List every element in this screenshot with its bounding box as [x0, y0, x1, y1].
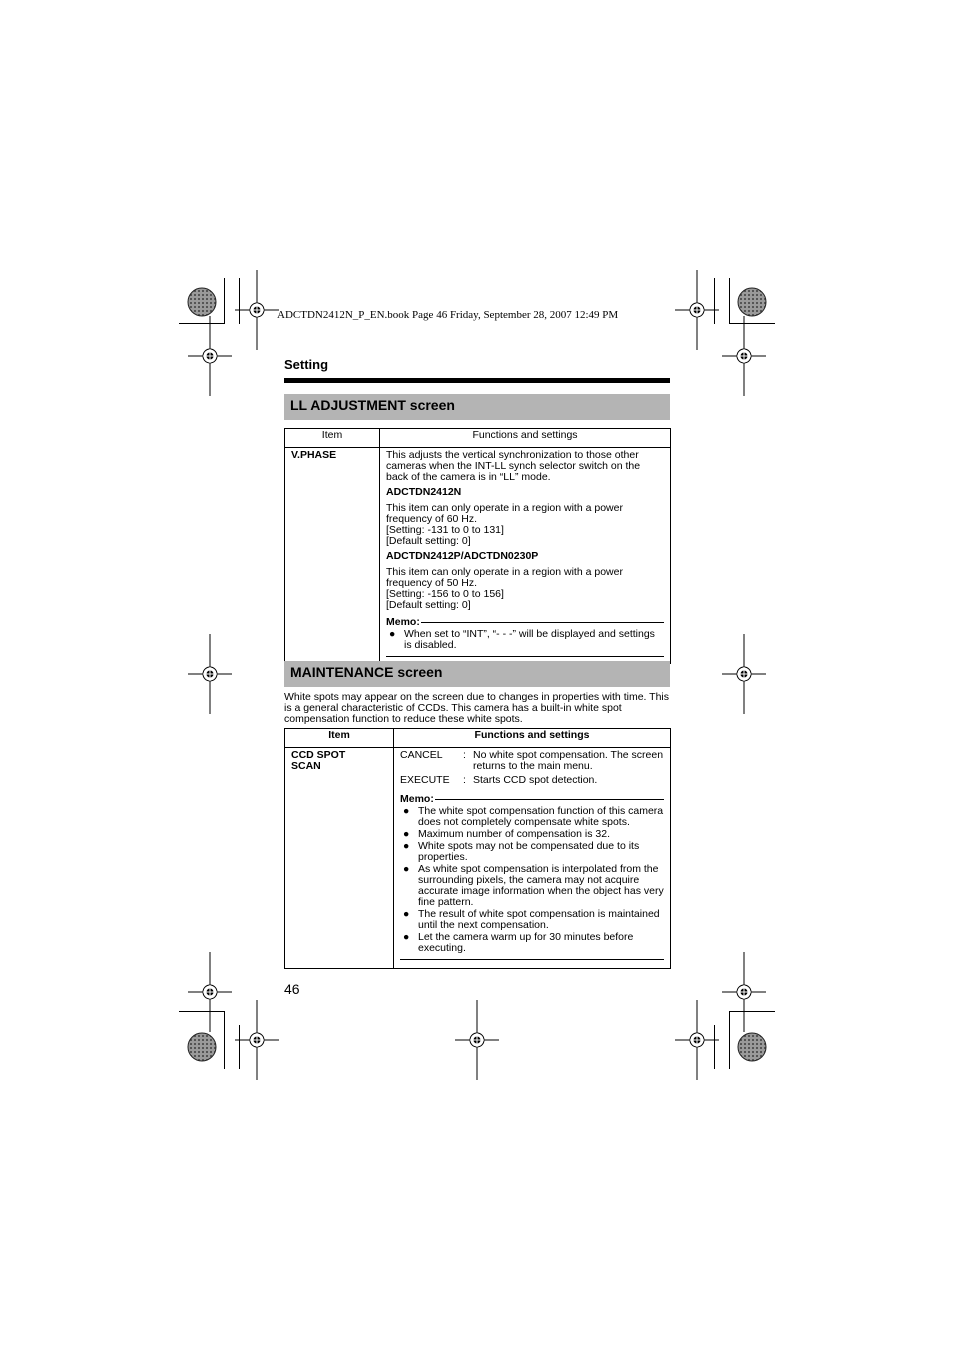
list-item [400, 932, 664, 954]
bullet-icon: ● [403, 828, 410, 840]
registration-mark-icon [722, 952, 766, 1032]
description: This item can only operate in a region with a power frequency of 60 Hz. [386, 502, 623, 525]
functions-cell [380, 448, 671, 664]
option-row [400, 775, 664, 786]
registration-mark-icon [235, 270, 279, 350]
option-separator: : [463, 774, 466, 786]
registration-mark-icon [722, 634, 766, 714]
bullet-icon: ● [403, 863, 410, 875]
registration-mark-icon [235, 1000, 279, 1080]
table-header-row [285, 429, 671, 448]
header-rule [284, 378, 670, 383]
model-heading: ADCTDN2412P/ADCTDN0230P [386, 550, 539, 562]
bullet-icon: ● [403, 931, 410, 943]
memo-text: The white spot compensation function of this camera does not completely compensate white spots. [418, 805, 664, 828]
memo-title: Memo: [400, 794, 664, 805]
option-key: CANCEL [400, 749, 443, 761]
option-value: No white spot compensation. The screen returns to the main menu. [473, 749, 664, 772]
item-cell: CCD SPOT SCAN [285, 748, 394, 969]
model-heading: ADCTDN2412N [386, 486, 462, 498]
star-target-icon [738, 1033, 766, 1061]
ll-adjustment-table [284, 428, 671, 664]
setting-range: [Setting: -156 to 0 to 156] [386, 588, 504, 600]
registration-mark-icon [675, 270, 719, 350]
column-header-functions: Functions and settings [380, 429, 671, 448]
memo-box [400, 794, 664, 960]
registration-mark-icon [188, 952, 232, 1032]
book-info-line: ADCTDN2412N_P_EN.book Page 46 Friday, September 28, 2007 12:49 PM [277, 309, 619, 321]
option-row [400, 750, 664, 772]
maintenance-intro: White spots may appear on the screen due to changes in properties with time. This is a general characteristic of CCDs. This camera has a built-in white spot compensation function to reduce these white spots. [284, 691, 670, 725]
column-header-item: Item [285, 729, 394, 748]
column-header-item: Item [285, 429, 380, 448]
registration-mark-icon [455, 1000, 499, 1080]
table-header-row [285, 729, 671, 748]
maintenance-banner [284, 661, 670, 687]
bullet-icon: ● [403, 908, 410, 920]
default-setting: [Default setting: 0] [386, 599, 471, 611]
option-key: EXECUTE [400, 774, 450, 786]
maintenance-title: MAINTENANCE screen [290, 664, 443, 680]
memo-text: As white spot compensation is interpolated from the surrounding pixels, the camera may not acquire accurate image information when the object has very fine pattern. [418, 863, 664, 908]
memo-box [386, 617, 664, 657]
memo-text: White spots may not be compensated due to its properties. [418, 840, 640, 863]
option-separator: : [463, 749, 466, 761]
bullet-icon: ● [403, 840, 410, 852]
description: This adjusts the vertical synchronization to those other cameras when the INT-LL synch selector switch on the back of the camera is in “LL” mode. [386, 449, 641, 483]
ll-adjustment-banner [284, 394, 670, 420]
star-target-icon [738, 288, 766, 316]
functions-cell [394, 748, 671, 969]
maintenance-table [284, 728, 671, 969]
bullet-icon: ● [389, 628, 396, 640]
list-item [386, 629, 664, 651]
list-item [400, 841, 664, 863]
list-item [400, 806, 664, 828]
registration-mark-icon [675, 1000, 719, 1080]
memo-text: When set to “INT”, “- - -” will be displayed and settings is disabled. [404, 628, 655, 651]
star-target-icon [188, 288, 216, 316]
memo-text: Maximum number of compensation is 32. [418, 828, 610, 840]
registration-mark-icon [188, 316, 232, 396]
setting-range: [Setting: -131 to 0 to 131] [386, 524, 504, 536]
star-target-icon [188, 1033, 216, 1061]
option-value: Starts CCD spot detection. [473, 774, 598, 786]
memo-text: The result of white spot compensation is maintained until the next compensation. [418, 908, 660, 931]
default-setting: [Default setting: 0] [386, 535, 471, 547]
table-row [285, 448, 671, 664]
registration-mark-icon [188, 634, 232, 714]
table-row [285, 748, 671, 969]
list-item [400, 829, 664, 840]
column-header-functions: Functions and settings [394, 729, 671, 748]
list-item [400, 909, 664, 931]
memo-title: Memo: [386, 617, 664, 628]
section-label: Setting [284, 357, 329, 372]
bullet-icon: ● [403, 805, 410, 817]
item-cell: V.PHASE [285, 448, 380, 664]
memo-text: Let the camera warm up for 30 minutes before executing. [418, 931, 634, 954]
list-item [400, 864, 664, 908]
registration-mark-icon [722, 316, 766, 396]
ll-adjustment-title: LL ADJUSTMENT screen [290, 397, 455, 413]
page-number: 46 [284, 981, 300, 997]
description: This item can only operate in a region with a power frequency of 50 Hz. [386, 566, 623, 589]
